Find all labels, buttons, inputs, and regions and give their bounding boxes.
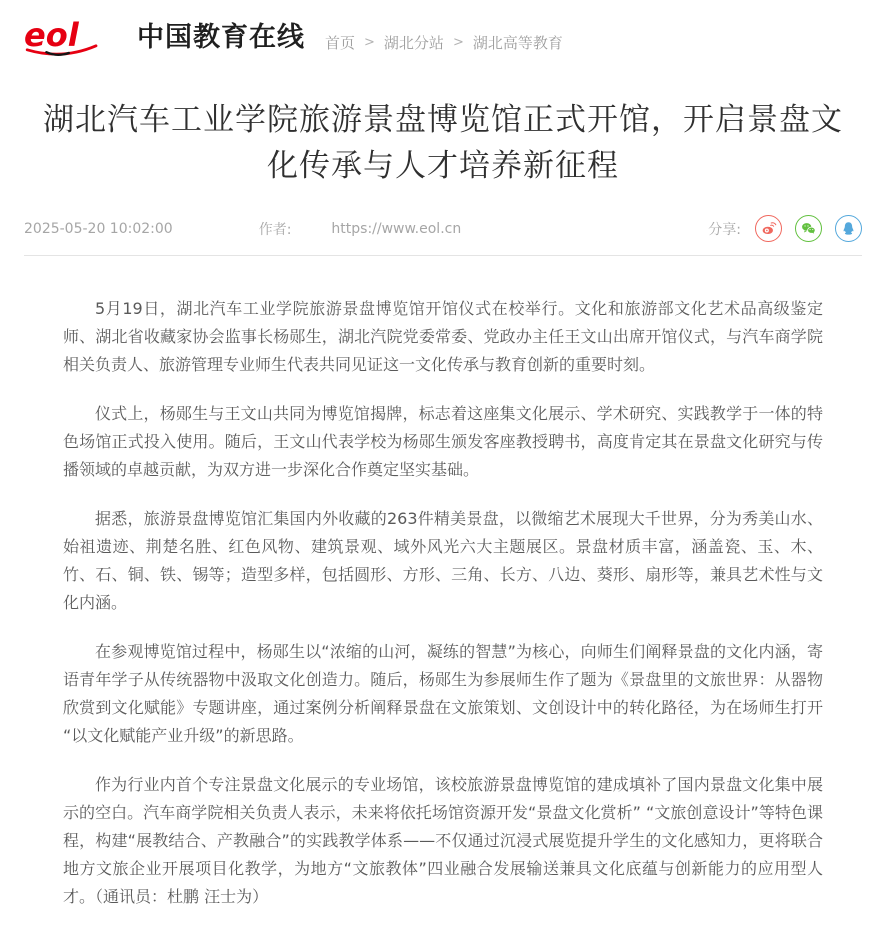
wechat-share-icon[interactable] — [795, 215, 822, 242]
svg-text:eol: eol — [24, 17, 79, 54]
breadcrumb-home[interactable]: 首页 — [325, 34, 356, 52]
weibo-share-icon[interactable] — [755, 215, 782, 242]
site-logo[interactable] — [24, 17, 305, 61]
article-title: 湖北汽车工业学院旅游景盘博览馆正式开馆，开启景盘文化传承与人才培养新征程 — [43, 102, 843, 184]
share-buttons — [755, 215, 862, 242]
qq-share-icon[interactable] — [835, 215, 862, 242]
article-meta-bar — [24, 215, 862, 256]
share-label: 分享: — [708, 221, 741, 238]
article-paragraph: 据悉，旅游景盘博览馆汇集国内外收藏的263件精美景盘，以微缩艺术展现大千世界，分为秀美山水、始祖遗迹、荆楚名胜、红色风物、建筑景观、域外风光六大主题展区。景盘材质丰富，涵盖瓷、玉、木、竹、石、铜、铁、锡等；造型多样，包括圆形、方形、三角、长方、八边、葵形、扇形等，兼具艺术性与文化内涵。 — [63, 509, 823, 612]
article-paragraph: 在参观博览馆过程中，杨郧生以“浓缩的山河，凝练的智慧”为核心，向师生们阐释景盘的文化内涵，寄语青年学子从传统器物中汲取文化创造力。随后，杨郧生为参展师生作了题为《景盘里的文旅世界：从器物欣赏到文化赋能》专题讲座，通过案例分析阐释景盘在文旅策划、文创设计中的转化路径，为在场师生打开“以文化赋能产业升级”的新思路。 — [63, 642, 823, 745]
article-paragraph: 仪式上，杨郧生与王文山共同为博览馆揭牌，标志着这座集文化展示、学术研究、实践教学于一体的特色场馆正式投入使用。随后，王文山代表学校为杨郧生颁发客座教授聘书，高度肯定其在景盘文化研究与传播领域的卓越贡献，为双方进一步深化合作奠定坚实基础。 — [63, 404, 823, 479]
publish-datetime: 2025-05-20 10:02:00 — [24, 220, 173, 237]
article-paragraph: 作为行业内首个专注景盘文化展示的专业场馆，该校旅游景盘博览馆的建成填补了国内景盘文化集中展示的空白。汽车商学院相关负责人表示，未来将依托场馆资源开发“景盘文化赏析” “文旅创意设计”等特色课程，构建“展教结合、产教融合”的实践教学体系——不仅通过沉浸式展览提升学生的文化感知力，更将联合地方文旅企业开展项目化教学，为地方“文旅教体”四业融合发展输送兼具文化底蕴与创新能力的应用型人才。（通讯员：杜鹏 汪士为） — [63, 775, 823, 906]
breadcrumb — [325, 32, 563, 61]
breadcrumb-separator: > — [364, 35, 375, 50]
breadcrumb-hubei-branch[interactable]: 湖北分站 — [383, 34, 444, 52]
article-body — [24, 256, 862, 947]
breadcrumb-hubei-higher-edu[interactable]: 湖北高等教育 — [472, 34, 563, 52]
author-label: 作者: — [258, 221, 292, 238]
article-paragraph: 5月19日，湖北汽车工业学院旅游景盘博览馆开馆仪式在校举行。文化和旅游部文化艺术品高级鉴定师、湖北省收藏家协会监事长杨郧生，湖北汽院党委常委、党政办主任王文山出席开馆仪式，与汽车商学院相关负责人、旅游管理专业师生代表共同见证这一文化传承与教育创新的重要时刻。 — [63, 299, 823, 374]
site-name: 中国教育在线 — [137, 21, 305, 53]
breadcrumb-separator: > — [452, 35, 464, 50]
site-header — [24, 0, 862, 67]
eol-logo-icon — [24, 17, 128, 61]
source-url-link[interactable]: https://www.eol.cn — [331, 220, 462, 237]
